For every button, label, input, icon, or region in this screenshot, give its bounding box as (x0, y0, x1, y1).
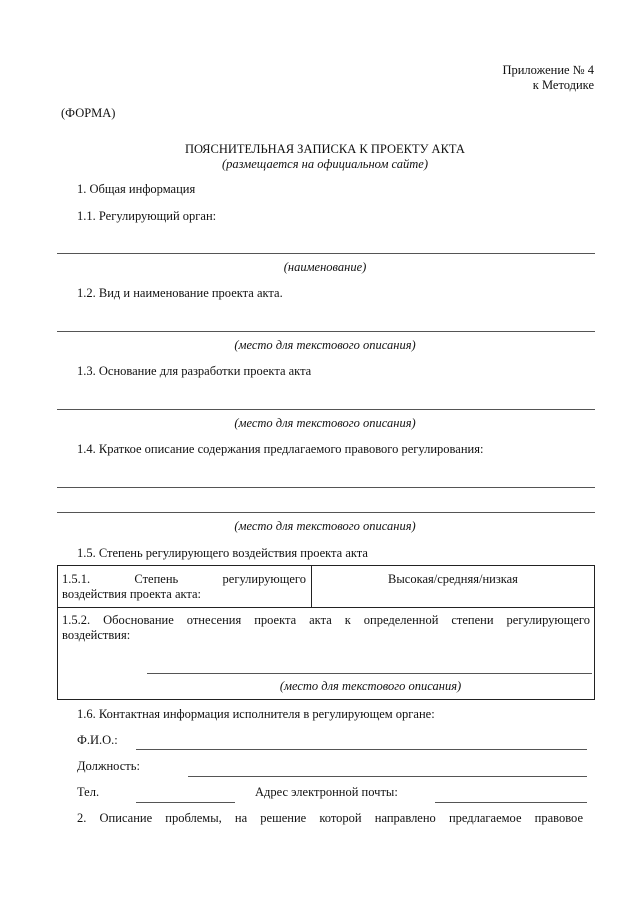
regulatory-impact-table (57, 565, 595, 700)
email-label: Адрес электронной почты: (255, 785, 398, 799)
fio-label: Ф.И.О.: (77, 733, 118, 747)
act-basis-line[interactable] (57, 409, 595, 410)
description-line-2[interactable] (57, 512, 595, 513)
section-2-heading: 2. Описание проблемы, на решение которой направлено предлагаемое правовое (77, 811, 583, 825)
appendix-reference: к Методике (532, 78, 594, 92)
section-1-6-label: 1.6. Контактная информация исполнителя в регулирующем органе: (77, 707, 435, 721)
fio-field[interactable] (136, 749, 587, 750)
section-1-heading: 1. Общая информация (77, 182, 196, 196)
section-1-3-label: 1.3. Основание для разработки проекта акта (77, 364, 312, 378)
position-field[interactable] (188, 776, 587, 777)
justification-line[interactable] (147, 673, 592, 674)
page-subtitle: (размещается на официальном сайте) (221, 157, 429, 171)
section-1-1-caption: (наименование) (283, 260, 367, 274)
section-1-4-label: 1.4. Краткое описание содержания предлагаемого правового регулирования: (77, 442, 484, 456)
appendix-number: Приложение № 4 (502, 63, 594, 77)
cell-1-5-2-line2: воздействия: (62, 628, 131, 642)
section-1-1-label: 1.1. Регулирующий орган: (77, 209, 217, 223)
section-1-2-caption: (место для текстового описания) (234, 338, 416, 352)
cell-1-5-2-caption: (место для текстового описания) (279, 679, 462, 693)
table-row-divider (58, 607, 594, 608)
cell-1-5-2-line1: 1.5.2. Обоснование отнесения проекта акта к определенной степени регулирующего (62, 613, 590, 627)
section-1-2-label: 1.2. Вид и наименование проекта акта. (77, 286, 283, 300)
position-label: Должность: (77, 759, 140, 773)
cell-1-5-1-line1: 1.5.1. Степень регулирующего (62, 572, 306, 586)
section-1-4-caption: (место для текстового описания) (234, 519, 416, 533)
cell-1-5-1-line2: воздействия проекта акта: (62, 587, 202, 601)
section-1-3-caption: (место для текстового описания) (234, 416, 416, 430)
section-1-5-label: 1.5. Степень регулирующего воздействия проекта акта (77, 546, 368, 560)
description-line-1[interactable] (57, 487, 595, 488)
regulator-name-line[interactable] (57, 253, 595, 254)
form-label: (ФОРМА) (61, 106, 116, 120)
email-field[interactable] (435, 802, 587, 803)
phone-field[interactable] (136, 802, 235, 803)
phone-label: Тел. (77, 785, 100, 799)
act-type-line[interactable] (57, 331, 595, 332)
page-title: ПОЯСНИТЕЛЬНАЯ ЗАПИСКА К ПРОЕКТУ АКТА (185, 142, 465, 156)
impact-level-value[interactable]: Высокая/средняя/низкая (388, 572, 518, 586)
